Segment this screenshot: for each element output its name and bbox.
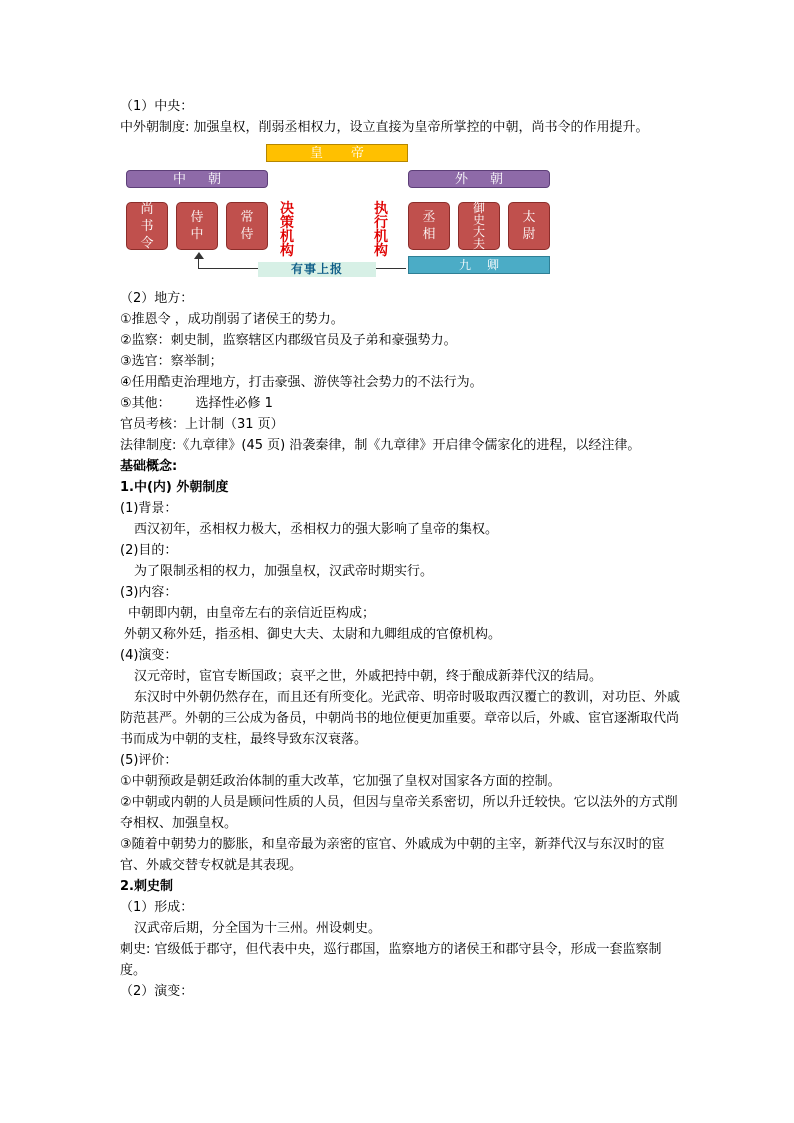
local-item: ②监察：刺史制，监察辖区内郡级官员及子弟和豪强势力。 xyxy=(120,333,457,348)
topic-title: 2.刺史制 xyxy=(120,879,173,894)
local-heading: （2）地方： xyxy=(120,291,194,306)
paragraph: 中朝即内朝，由皇帝左右的亲信近臣构成； xyxy=(128,606,376,621)
court-structure-diagram xyxy=(126,144,566,282)
outer-cell: 丞 相 xyxy=(408,202,450,250)
subheading: (1)背景： xyxy=(120,501,178,516)
paragraph: 西汉初年，丞相权力极大，丞相权力的强大影响了皇帝的集权。 xyxy=(134,522,499,537)
central-heading: （1）中央： xyxy=(120,99,194,114)
report-label: 有事上报 xyxy=(258,262,376,277)
subheading: (2)目的： xyxy=(120,543,178,558)
local-item: ①推恩令 ，成功削弱了诸侯王的势力。 xyxy=(120,312,344,327)
inner-court-box: 中朝 xyxy=(126,170,268,188)
local-item: ④任用酷吏治理地方，打击豪强、游侠等社会势力的不法行为。 xyxy=(120,375,483,390)
jiuqing-box: 九卿 xyxy=(408,256,550,274)
inner-cell: 侍 中 xyxy=(176,202,218,250)
paragraph: 汉武帝后期，分全国为十三州。州设刺史。 xyxy=(134,921,382,936)
inner-cell: 常 侍 xyxy=(226,202,268,250)
topic-title: 1.中(内) 外朝制度 xyxy=(120,480,229,495)
subheading: (4)演变： xyxy=(120,648,178,663)
report-arrow-icon xyxy=(194,252,204,259)
paragraph: 为了限制丞相的权力，加强皇权，汉武帝时期实行。 xyxy=(134,564,434,579)
execution-label: 执 行 机 构 xyxy=(374,201,388,259)
subheading: (3)内容： xyxy=(120,585,178,600)
subheading: (5)评价： xyxy=(120,753,178,768)
local-item: ⑤其他： 选择性必修 1 xyxy=(120,396,273,411)
paragraph: 外朝又称外廷，指丞相、御史大夫、太尉和九卿组成的官僚机构。 xyxy=(124,627,502,642)
outer-cell: 御 史 大 夫 xyxy=(458,202,500,250)
paragraph: 刺史: 官级低于郡守，但代表中央，巡行郡国，监察地方的诸侯王和郡守县令，形成一套监察制度。 xyxy=(120,942,662,978)
decision-label: 决 策 机 构 xyxy=(280,201,294,259)
paragraph: ②中朝或内朝的人员是顾问性质的人员，但因与皇帝关系密切，所以升迁较快。它以法外的方式削夺相权、加强皇权。 xyxy=(120,795,678,831)
subheading: （2）演变： xyxy=(120,984,194,999)
inner-cell: 尚 书 令 xyxy=(126,202,168,250)
outer-cell: 太 尉 xyxy=(508,202,550,250)
paragraph: 汉元帝时，宦官专断国政；哀平之世，外戚把持中朝，终于酿成新莽代汉的结局。 xyxy=(134,669,603,684)
outer-court-box: 外朝 xyxy=(408,170,550,188)
report-arrow-stem xyxy=(198,258,199,268)
law-line: 法律制度:《九章律》(45 页) 沿袭秦律，制《九章律》开启律令儒家化的进程，以经注律。 xyxy=(120,438,641,453)
document-body xyxy=(120,96,680,1002)
paragraph: ③随着中朝势力的膨胀，和皇帝最为亲密的宦官、外戚成为中朝的主宰，新莽代汉与东汉时的宦官、外戚交替专权就是其表现。 xyxy=(120,837,665,873)
central-description: 中外朝制度: 加强皇权，削弱丞相权力，设立直接为皇帝所掌控的中朝，尚书令的作用提升。 xyxy=(120,120,649,135)
local-item: ③选官：察举制； xyxy=(120,354,223,369)
concepts-heading: 基础概念: xyxy=(120,459,178,474)
assessment-line: 官员考核：上计制（31 页） xyxy=(120,417,284,432)
subheading: （1）形成： xyxy=(120,900,194,915)
paragraph: 东汉时中外朝仍然存在，而且还有所变化。光武帝、明帝时吸取西汉覆亡的教训，对功臣、外戚防范甚严。外朝的三公成为备员，中朝尚书的地位便更加重要。章帝以后，外戚、宦官逐渐取代尚书而成为中朝的支柱，最终导致东汉衰落。 xyxy=(120,690,681,747)
paragraph: ①中朝预政是朝廷政治体制的重大改革，它加强了皇权对国家各方面的控制。 xyxy=(120,774,561,789)
emperor-box: 皇帝 xyxy=(266,144,408,162)
